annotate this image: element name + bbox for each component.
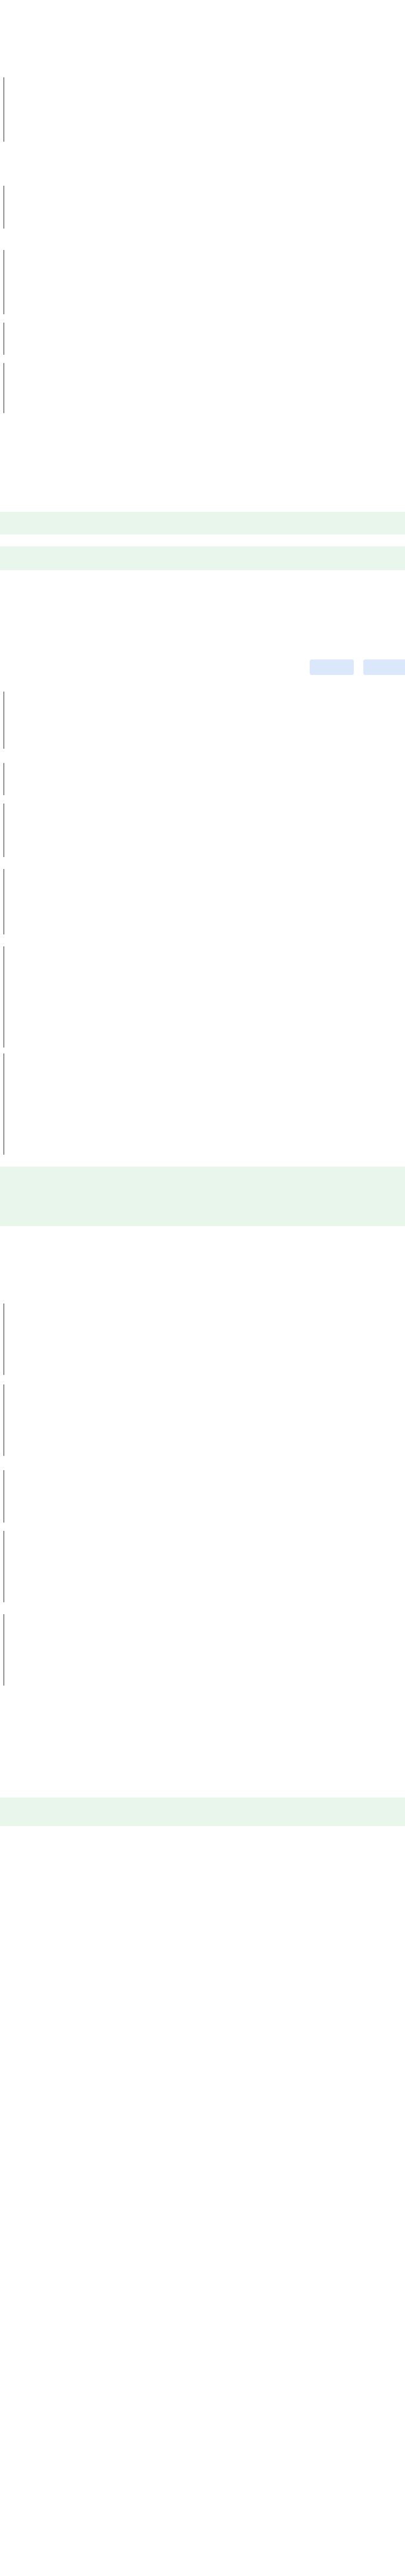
answer-highlight: [0, 1797, 405, 1826]
next-exercise-button[interactable]: [363, 659, 405, 675]
answer-highlight: [0, 512, 405, 534]
answer-highlight: [0, 546, 405, 570]
prev-exercise-button[interactable]: [310, 659, 354, 675]
answer-highlight: [0, 1167, 405, 1226]
